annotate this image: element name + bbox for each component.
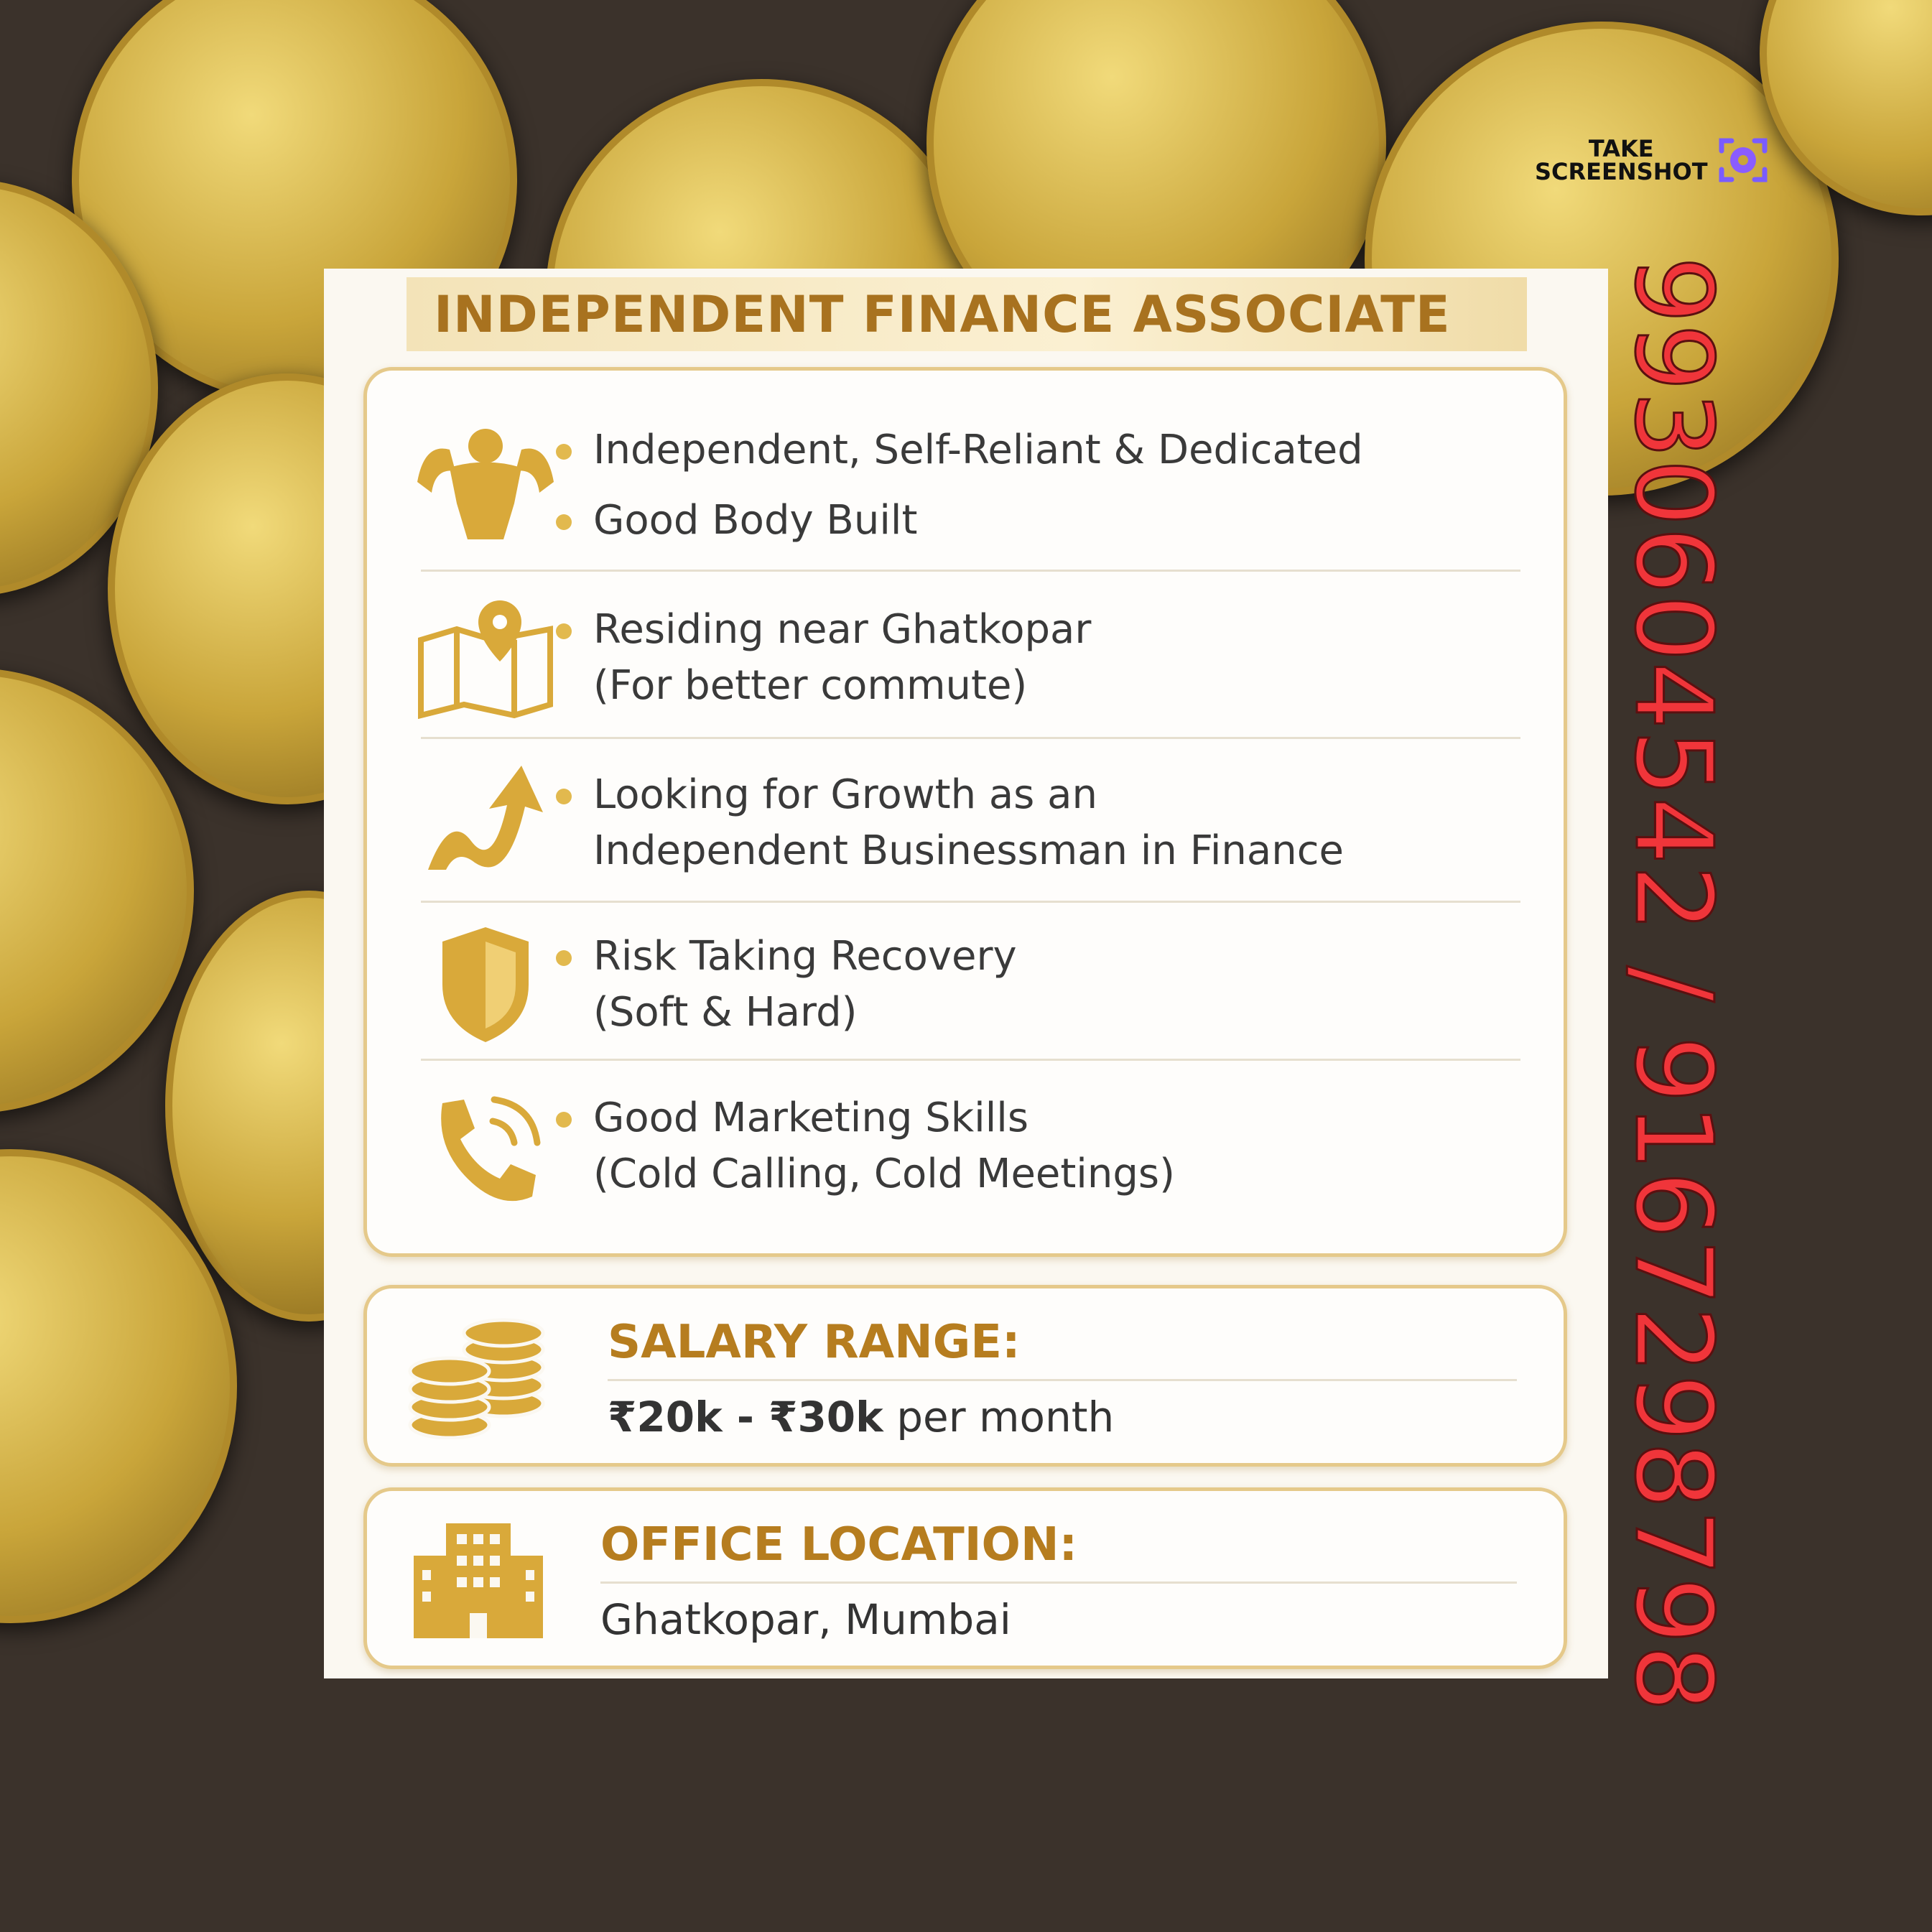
requirement-row xyxy=(414,1067,1517,1225)
phone-call-icon xyxy=(414,1085,557,1207)
office-heading: OFFICE LOCATION: xyxy=(600,1518,1078,1571)
page-title: INDEPENDENT FINANCE ASSOCIATE xyxy=(434,284,1451,344)
divider xyxy=(421,1059,1520,1061)
salary-box xyxy=(363,1285,1567,1467)
requirement-text: Looking for Growth as an xyxy=(593,767,1344,823)
divider xyxy=(421,901,1520,903)
watermark-line1: TAKE xyxy=(1588,135,1654,162)
office-location-box xyxy=(363,1487,1567,1669)
requirement-text: Good Marketing Skills xyxy=(593,1090,1175,1146)
office-building-icon xyxy=(407,1520,550,1642)
shield-icon xyxy=(414,924,557,1046)
growth-arrow-icon xyxy=(414,762,557,884)
job-poster-card xyxy=(324,269,1608,1678)
requirement-text: Risk Taking Recovery xyxy=(593,929,1017,985)
office-location: Ghatkopar, Mumbai xyxy=(600,1594,1011,1644)
salary-period: per month xyxy=(896,1392,1115,1441)
requirement-subtext: (Cold Calling, Cold Meetings) xyxy=(593,1151,1175,1197)
divider xyxy=(421,737,1520,739)
requirement-subtext: (For better commute) xyxy=(593,662,1028,709)
requirement-row xyxy=(414,744,1517,902)
requirement-text: Residing near Ghatkopar xyxy=(593,602,1091,658)
requirement-row xyxy=(414,906,1517,1064)
salary-heading: SALARY RANGE: xyxy=(608,1315,1021,1369)
salary-amount: ₹20k - ₹30k xyxy=(608,1392,883,1441)
coin-stack-icon xyxy=(407,1317,550,1439)
divider xyxy=(421,570,1520,572)
requirements-box xyxy=(363,367,1567,1257)
title-banner xyxy=(407,277,1527,351)
map-pin-icon xyxy=(414,597,557,719)
requirement-row xyxy=(414,407,1517,565)
requirement-text: Independent, Self-Reliant & Dedicated xyxy=(593,422,1363,478)
flexing-arm-icon xyxy=(414,424,557,547)
requirement-row xyxy=(414,579,1517,737)
camera-focus-icon xyxy=(1718,135,1768,185)
requirement-subtext: (Soft & Hard) xyxy=(593,989,858,1036)
requirement-subtext: Independent Businessman in Finance xyxy=(593,827,1344,874)
contact-phone-numbers: 9930604542 / 9167298798 xyxy=(1612,256,1735,1712)
requirement-text: Good Body Built xyxy=(593,493,1363,549)
take-screenshot-watermark xyxy=(1535,135,1768,185)
watermark-line2: SCREENSHOT xyxy=(1535,158,1708,185)
